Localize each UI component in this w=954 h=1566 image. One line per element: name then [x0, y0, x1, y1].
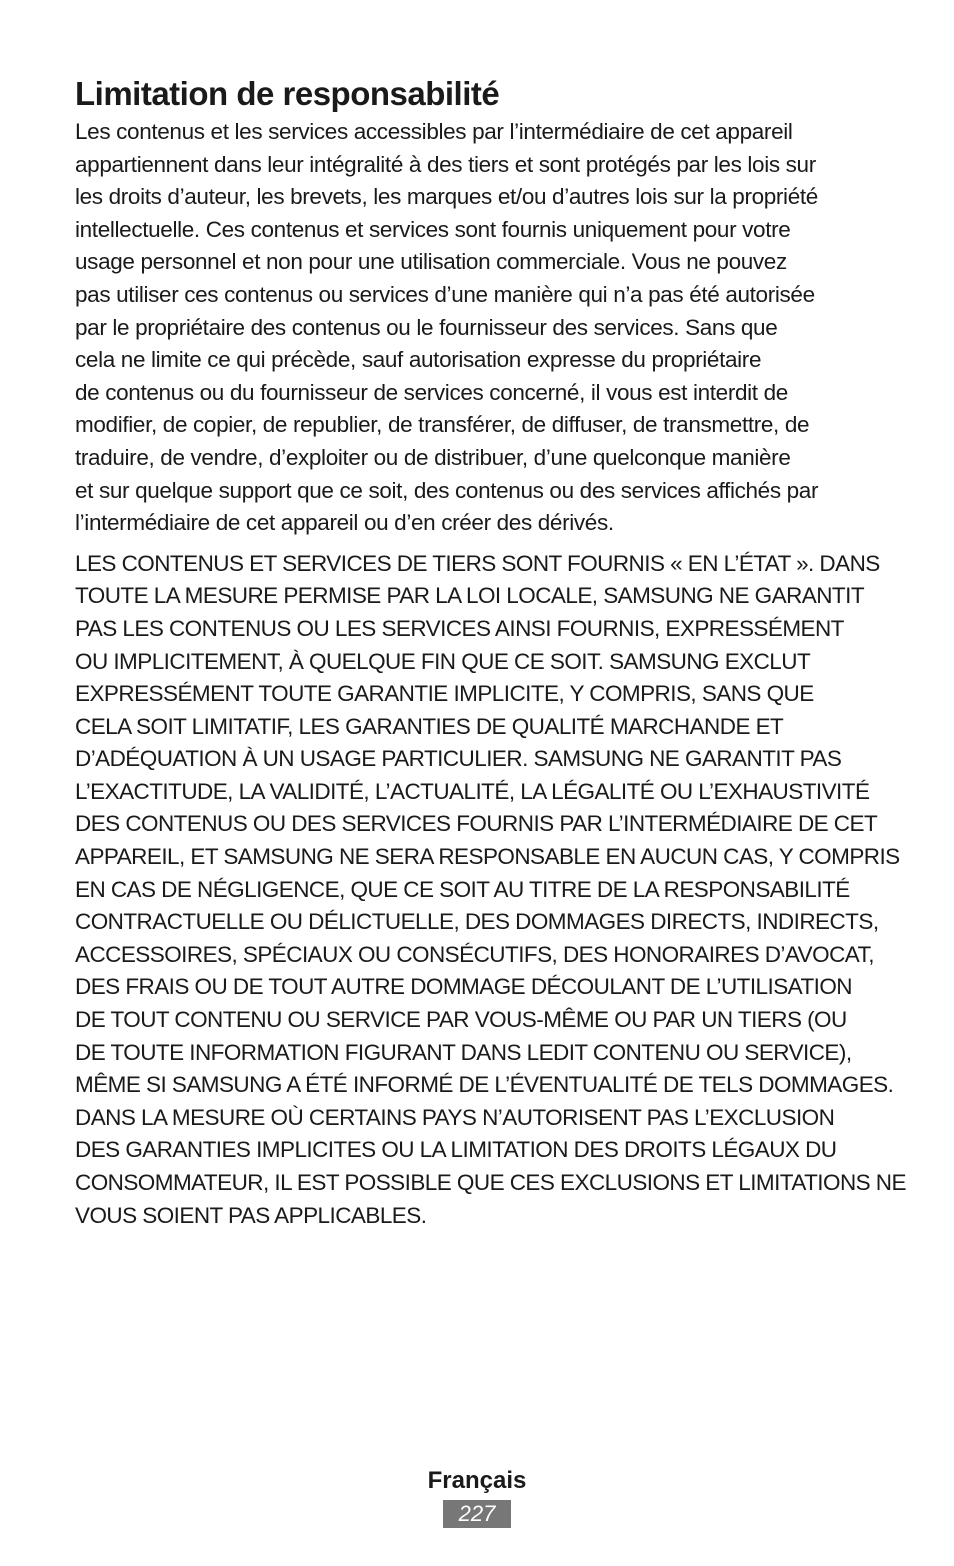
paragraph-line: DE TOUTE INFORMATION FIGURANT DANS LEDIT CONTENU OU SERVICE), [75, 1039, 852, 1065]
paragraph-line: de contenus ou du fournisseur de services concerné, il vous est interdit de [75, 379, 788, 405]
paragraph-line: VOUS SOIENT PAS APPLICABLES. [75, 1202, 427, 1228]
paragraph-line: CONSOMMATEUR, IL EST POSSIBLE QUE CES EXCLUSIONS ET LIMITATIONS NE [75, 1170, 906, 1195]
paragraph-line: traduire, de vendre, d’exploiter ou de distribuer, d’une quelconque manière [75, 444, 791, 470]
paragraph-line: DES CONTENUS OU DES SERVICES FOURNIS PAR L’INTERMÉDIAIRE DE CET [75, 811, 878, 837]
paragraph-line: intellectuelle. Ces contenus et services sont fournis uniquement pour votre [75, 216, 791, 242]
footer-language: Français [427, 1467, 527, 1494]
paragraph-line: EXPRESSÉMENT TOUTE GARANTIE IMPLICITE, Y COMPRIS, SANS QUE [75, 681, 814, 707]
paragraph-line: les droits d’auteur, les brevets, les marques et/ou d’autres lois sur la propriété [75, 184, 818, 210]
page-content [75, 72, 906, 1232]
paragraph-line: ACCESSOIRES, SPÉCIAUX OU CONSÉCUTIFS, DES HONORAIRES D’AVOCAT, [75, 941, 874, 967]
paragraph-line: et sur quelque support que ce soit, des contenus ou des services affichés par [75, 477, 819, 503]
paragraph-line: l’intermédiaire de cet appareil ou d’en créer des dérivés. [75, 510, 614, 536]
paragraph-line: DANS LA MESURE OÙ CERTAINS PAYS N’AUTORISENT PAS L’EXCLUSION [75, 1104, 835, 1130]
paragraph-line: CONTRACTUELLE OU DÉLICTUELLE, DES DOMMAGES DIRECTS, INDIRECTS, [75, 909, 879, 935]
paragraph-line: pas utiliser ces contenus ou services d’une manière qui n’a pas été autorisée [75, 281, 815, 307]
paragraph-line: usage personnel et non pour une utilisation commerciale. Vous ne pouvez [75, 249, 787, 275]
paragraph-line: MÊME SI SAMSUNG A ÉTÉ INFORMÉ DE L’ÉVENTUALITÉ DE TELS DOMMAGES. [75, 1072, 894, 1098]
paragraph-line: DE TOUT CONTENU OU SERVICE PAR VOUS-MÊME OU PAR UN TIERS (OU [75, 1007, 847, 1033]
paragraph-line: L’EXACTITUDE, LA VALIDITÉ, L’ACTUALITÉ, LA LÉGALITÉ OU L’EXHAUSTIVITÉ [75, 778, 870, 804]
paragraph-line: appartiennent dans leur intégralité à des tiers et sont protégés par les lois sur [75, 151, 816, 177]
paragraph-line: par le propriétaire des contenus ou le fournisseur des services. Sans que [75, 314, 778, 340]
paragraph-line: PAS LES CONTENUS OU LES SERVICES AINSI FOURNIS, EXPRESSÉMENT [75, 615, 844, 641]
paragraph-line: CELA SOIT LIMITATIF, LES GARANTIES DE QUALITÉ MARCHANDE ET [75, 713, 784, 739]
paragraph-line: OU IMPLICITEMENT, À QUELQUE FIN QUE CE SOIT. SAMSUNG EXCLUT [75, 648, 811, 674]
paragraph-line: modifier, de copier, de republier, de transférer, de diffuser, de transmettre, de [75, 412, 810, 438]
page-footer [0, 1464, 954, 1528]
paragraph-line: DES GARANTIES IMPLICITES OU LA LIMITATION DES DROITS LÉGAUX DU [75, 1137, 837, 1163]
paragraph-line: EN CAS DE NÉGLIGENCE, QUE CE SOIT AU TITRE DE LA RESPONSABILITÉ [75, 876, 850, 902]
paragraph-line: LES CONTENUS ET SERVICES DE TIERS SONT FOURNIS « EN L’ÉTAT ». DANS [75, 550, 880, 576]
page-number-badge: 227 [443, 1500, 511, 1528]
paragraph-line: APPAREIL, ET SAMSUNG NE SERA RESPONSABLE EN AUCUN CAS, Y COMPRIS [75, 844, 900, 870]
paragraph-line: Les contenus et les services accessibles par l’intermédiaire de cet appareil [75, 119, 793, 144]
disclaimer-paragraph [75, 116, 881, 540]
paragraph-line: D’ADÉQUATION À UN USAGE PARTICULIER. SAMSUNG NE GARANTIT PAS [75, 746, 842, 772]
page-title: Limitation de responsabilité [75, 75, 500, 112]
paragraph-line: TOUTE LA MESURE PERMISE PAR LA LOI LOCALE, SAMSUNG NE GARANTIT [75, 583, 865, 609]
paragraph-line: DES FRAIS OU DE TOUT AUTRE DOMMAGE DÉCOULANT DE L’UTILISATION [75, 974, 853, 1000]
warranty-disclaimer-paragraph [75, 548, 906, 1232]
paragraph-line: cela ne limite ce qui précède, sauf autorisation expresse du propriétaire [75, 347, 762, 373]
